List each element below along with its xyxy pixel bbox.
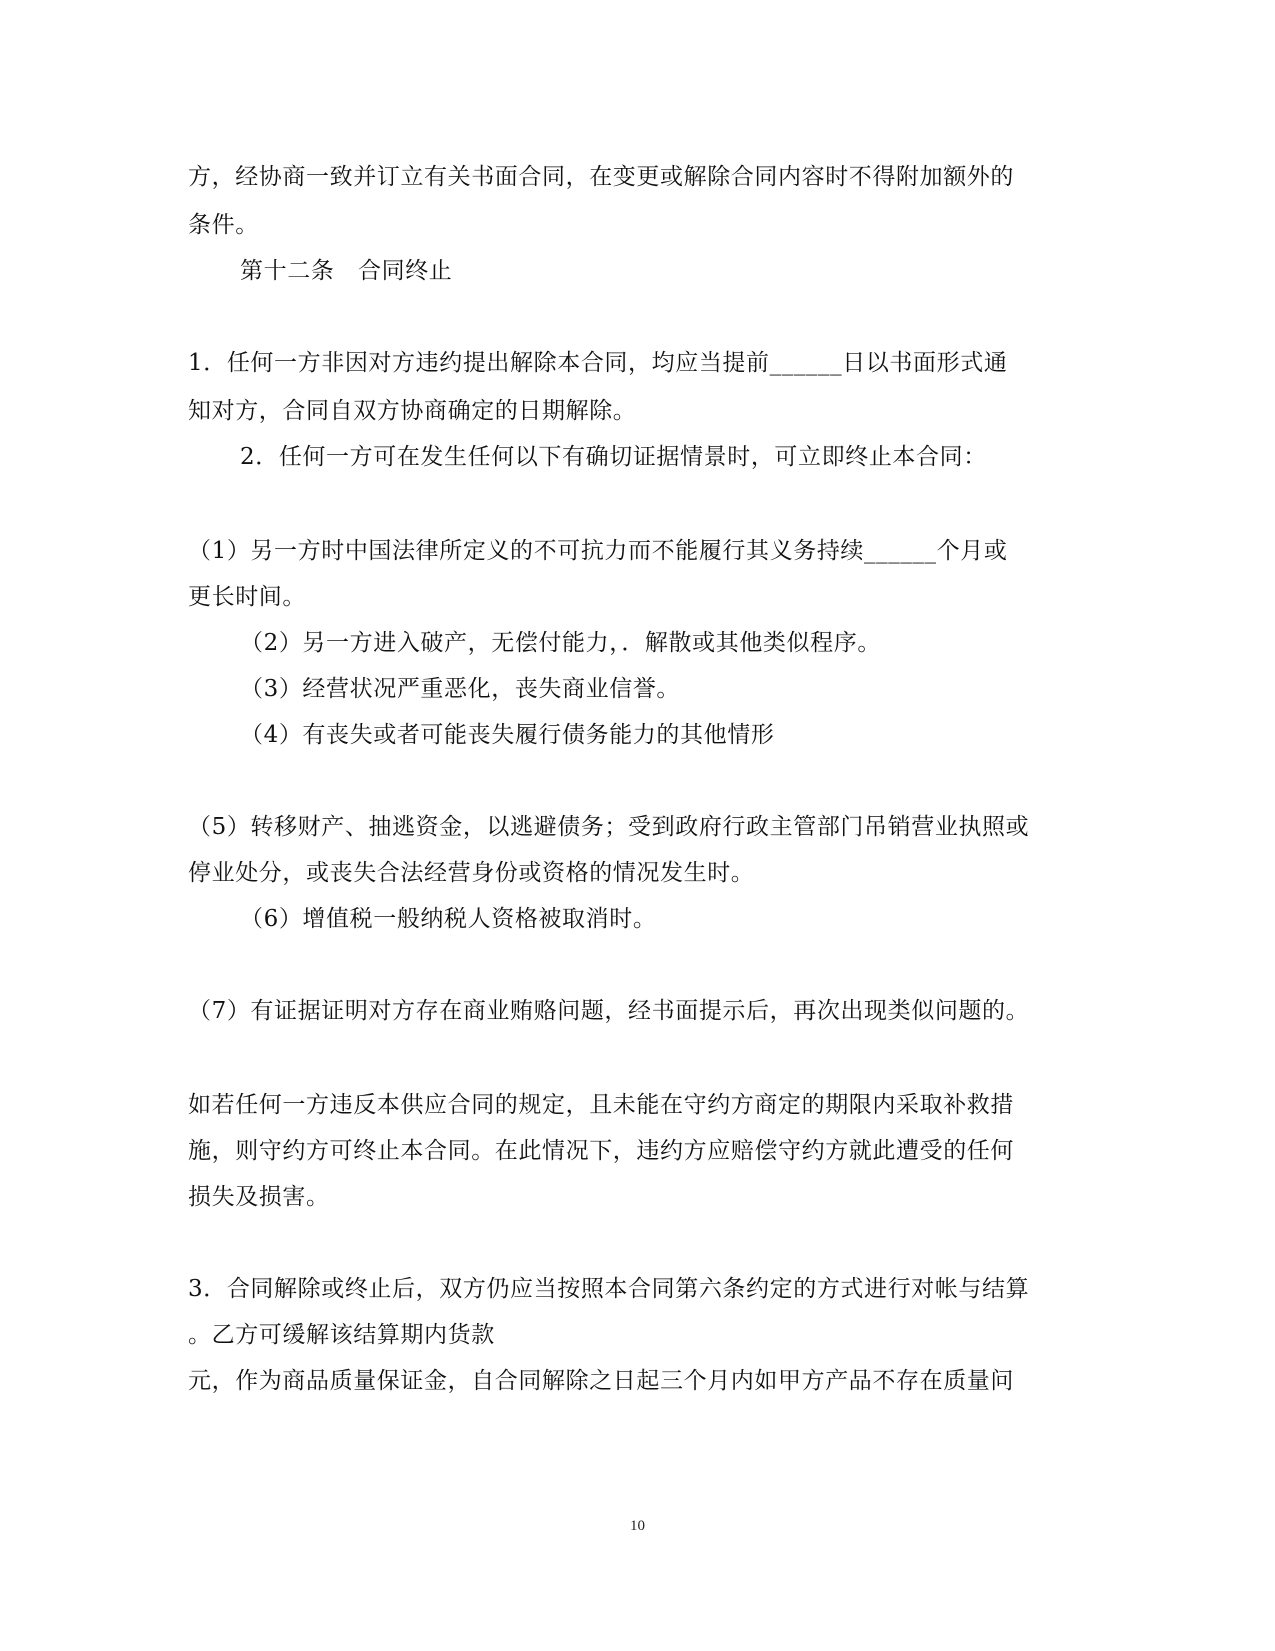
text-line: 如若任何一方违反本供应合同的规定，且未能在守约方商定的期限内采取补救措 (188, 1092, 1014, 1118)
text-line: 。乙方可缓解该结算期内货款 (188, 1322, 495, 1348)
list-item: （2）另一方进入破产，无偿付能力，．解散或其他类似程序。 (240, 630, 881, 656)
text-line: 知对方，合同自双方协商确定的日期解除。 (188, 398, 637, 424)
text-line: 3．合同解除或终止后，双方仍应当按照本合同第六条约定的方式进行对帐与结算 (188, 1276, 1030, 1302)
section-heading: 第十二条 合同终止 (240, 258, 453, 284)
list-item: （3）经营状况严重恶化，丧失商业信誉。 (240, 676, 681, 702)
text-line: 损失及损害。 (188, 1184, 330, 1210)
list-item: （4）有丧失或者可能丧失履行债务能力的其他情形 (240, 722, 775, 748)
text-line: 元，作为商品质量保证金，自合同解除之日起三个月内如甲方产品不存在质量问 (188, 1368, 1014, 1394)
list-item: （7）有证据证明对方存在商业贿赂问题，经书面提示后，再次出现类似问题的。 (188, 998, 1030, 1024)
page-number: 10 (630, 1518, 645, 1534)
text-line: 方，经协商一致并订立有关书面合同，在变更或解除合同内容时不得附加额外的 (188, 164, 1014, 190)
list-item: （5）转移财产、抽逃资金，以逃避债务；受到政府行政主管部门吊销营业执照或 (188, 814, 1030, 840)
text-line: 2．任何一方可在发生任何以下有确切证据情景时，可立即终止本合同： (240, 444, 987, 470)
text-line: 1．任何一方非因对方违约提出解除本合同，均应当提前______日以书面形式通 (188, 350, 1008, 376)
text-line: 停业处分，或丧失合法经营身份或资格的情况发生时。 (188, 860, 755, 886)
text-line: 施，则守约方可终止本合同。在此情况下，违约方应赔偿守约方就此遭受的任何 (188, 1138, 1014, 1164)
list-item: （1）另一方时中国法律所定义的不可抗力而不能履行其义务持续______个月或 (188, 538, 1008, 564)
text-line: 条件。 (188, 212, 259, 238)
list-item: （6）增值税一般纳税人资格被取消时。 (240, 906, 657, 932)
text-line: 更长时间。 (188, 584, 306, 610)
